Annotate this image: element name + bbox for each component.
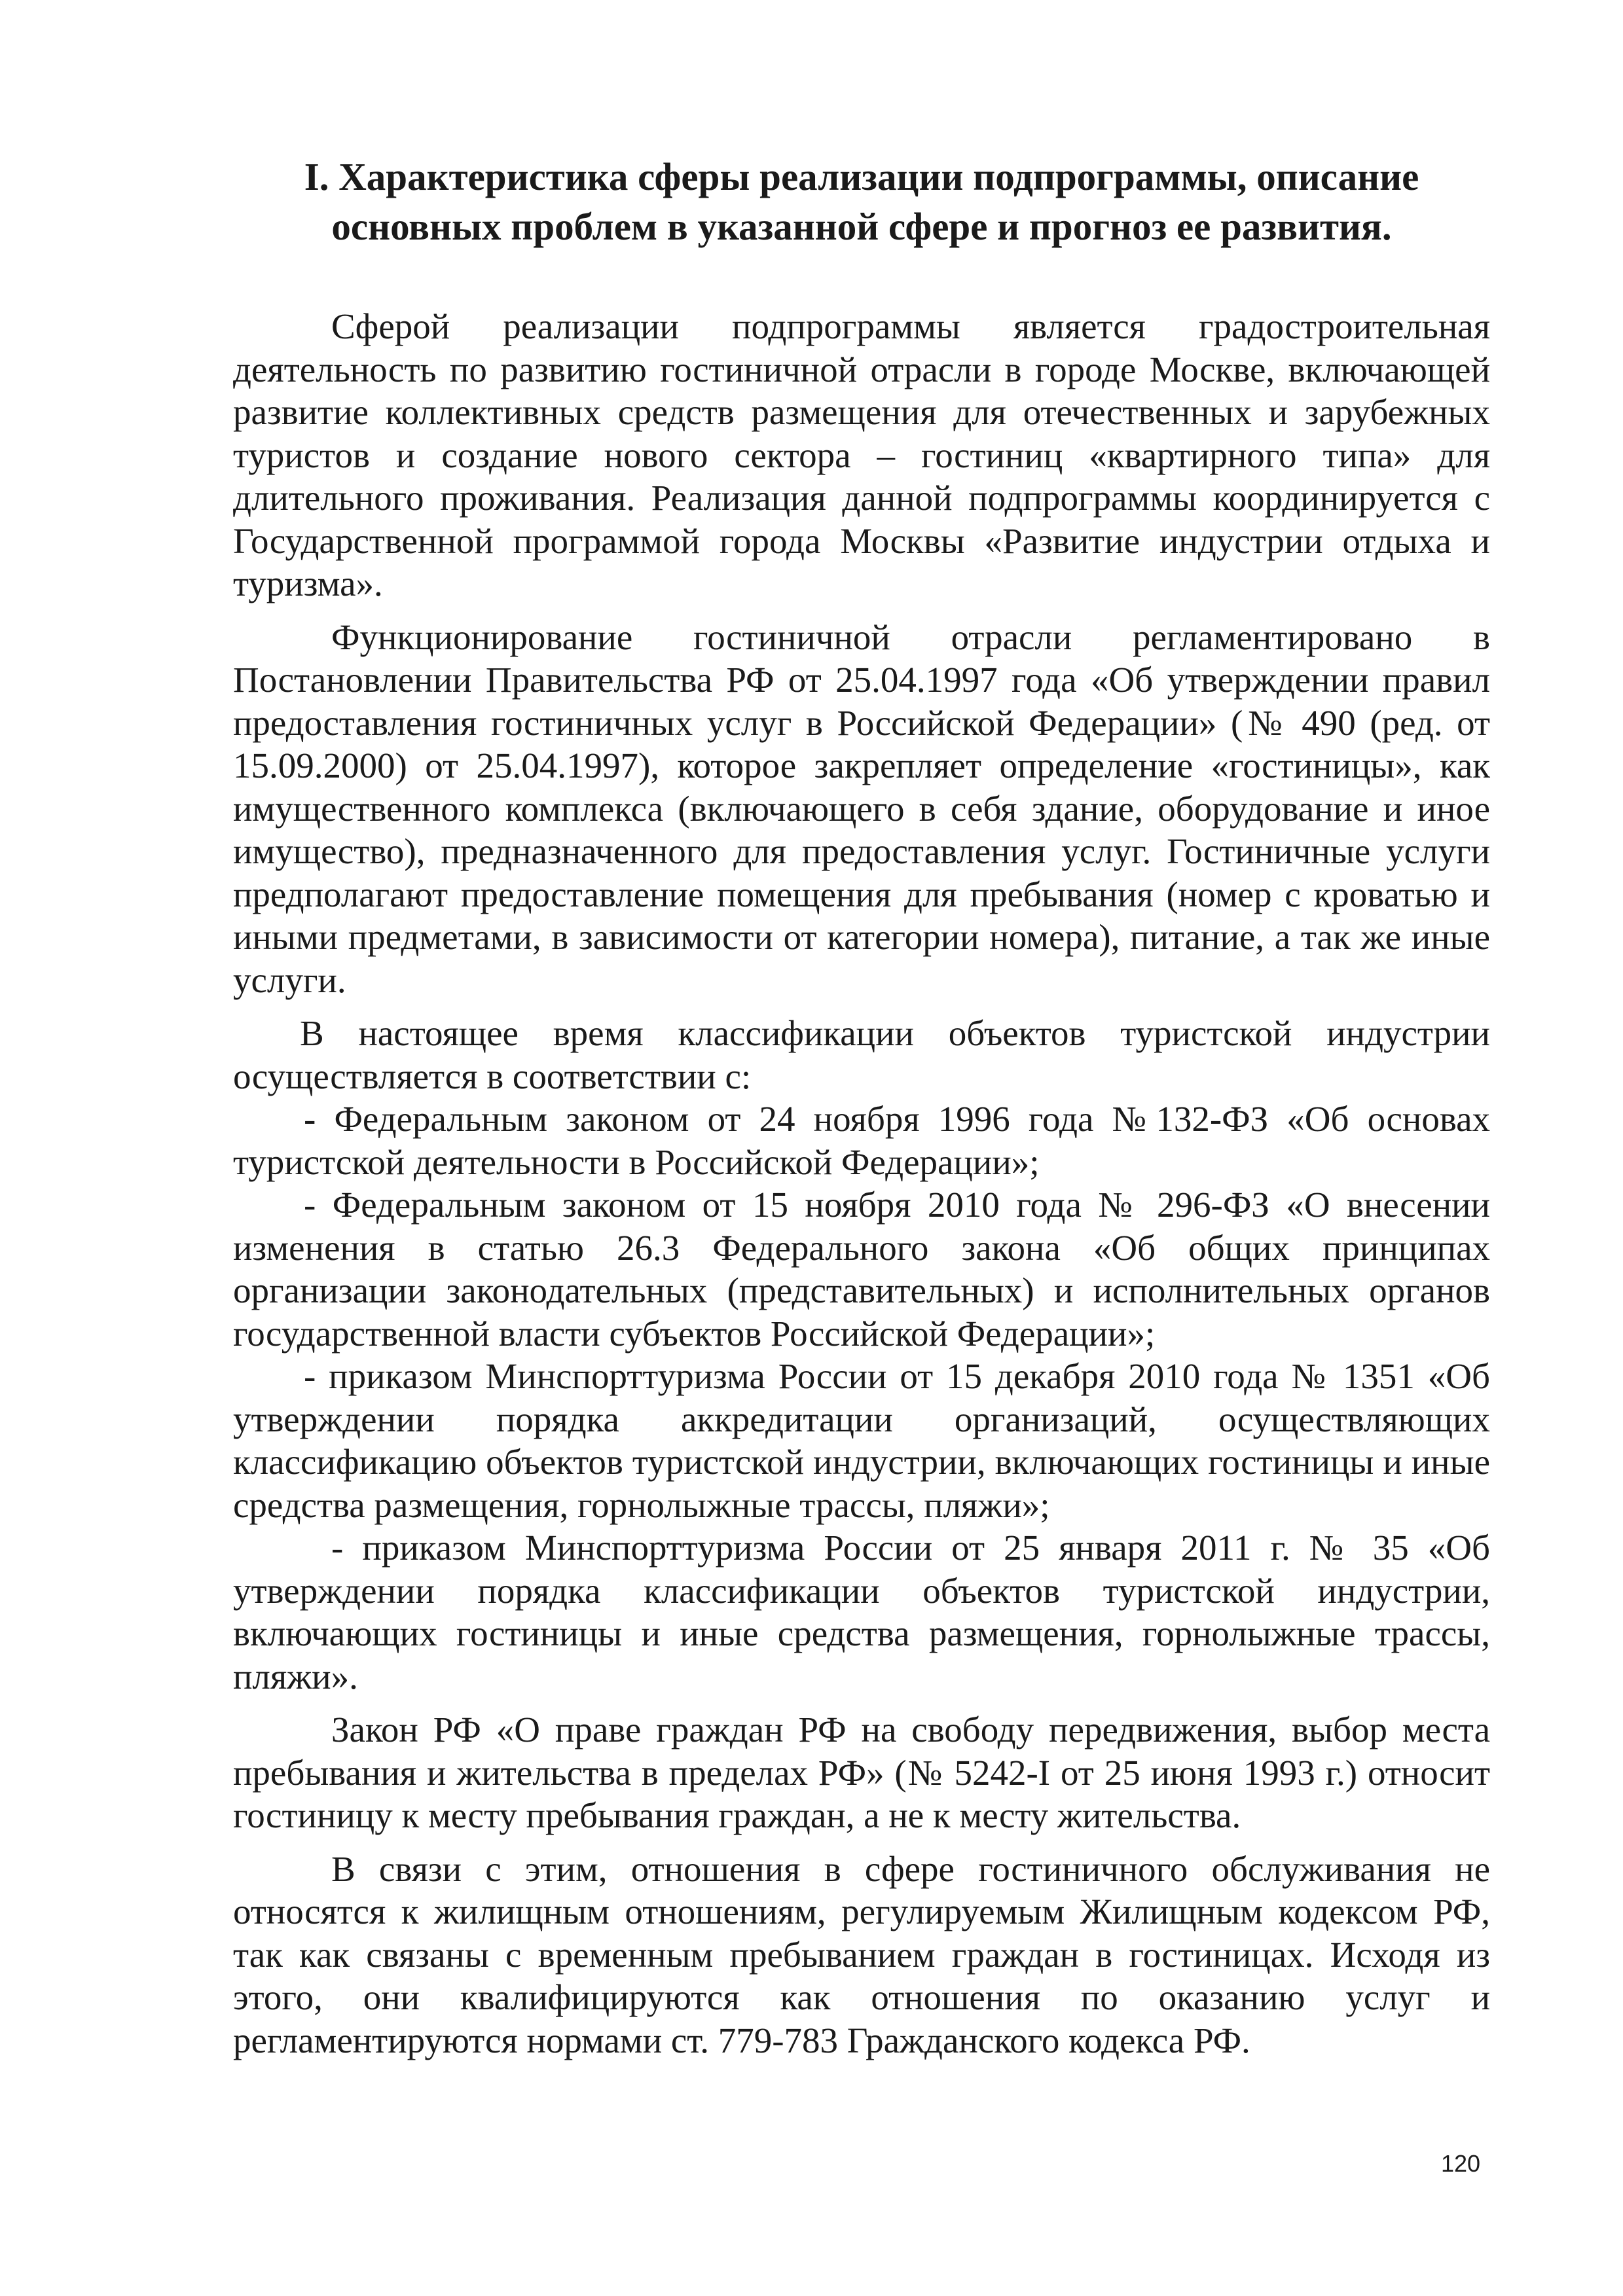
section-heading [233,152,1490,251]
section-heading-line-1: I. Характеристика сферы реализации подпрограммы, описание [304,155,1419,198]
paragraph-classification-intro: В настоящее время классификации объектов туристской индустрии осуществляется в соответствии с: [233,1013,1490,1096]
paragraph-freedom-of-movement-law: Закон РФ «О праве граждан РФ на свободу передвижения, выбор места пребывания и жительства в пределах РФ» (№ 5242-I от 25 июня 1993 г.) относит гостиницу к месту пребывания граждан, а не к месту жительства. [233,1710,1490,1835]
document-page [233,152,1490,2072]
list-item-order-35: - приказом Минспорттуризма России от 25 января 2011 г. № 35 «Об утверждении порядка классификации объектов туристской индустрии, включающих гостиницы и иные средства размещения, горнолыжные трассы, пляжи». [233,1528,1490,1696]
list-item-law-132: - Федеральным законом от 24 ноября 1996 года №132-ФЗ «Об основах туристской деятельности в Российской Федерации»; [233,1099,1490,1182]
paragraph-regulation: Функционирование гостиничной отрасли регламентировано в Постановлении Правительства РФ от 25.04.1997 года «Об утверждении правил предоставления гостиничных услуг в Российской Федерации» (№ 490 (ред. от 15.09.2000) от 25.04.1997), которое закрепляет определение «гостиницы», как имущественного комплекса (включающего в себя здание, оборудование и иное имущество), предназначенного для предоставления услуг. Гостиничные услуги предполагают предоставление помещения для пребывания (номер с кроватью и иными предметами, в зависимости от категории номера), питание, а так же иные услуги. [233,617,1490,1000]
page-number: 120 [1441,2150,1481,2177]
section-heading-line-2: основных проблем в указанной сфере и прогноз ее развития. [331,205,1392,248]
paragraph-scope: Сферой реализации подпрограммы является градостроительная деятельность по развитию гостиничной отрасли в городе Москве, включающей развитие коллективных средств размещения для отечественных и зарубежных туристов и создание нового сектора – гостиниц «квартирного типа» для длительного проживания. Реализация данной подпрограммы координируется с Государственной программой города Москвы «Развитие индустрии отдыха и туризма». [233,306,1490,603]
list-item-law-296: - Федеральным законом от 15 ноября 2010 года № 296-ФЗ «О внесении изменения в статью 26.3 Федерального закона «Об общих принципах организации законодательных (представительных) и исполнительных органов государственной власти субъектов Российской Федерации»; [233,1185,1490,1354]
list-item-order-1351: - приказом Минспорттуризма России от 15 декабря 2010 года № 1351 «Об утверждении порядка аккредитации организаций, осуществляющих классификацию объектов туристской индустрии, включающих гостиницы и иные средства размещения, горнолыжные трассы, пляжи»; [233,1356,1490,1525]
paragraph-civil-code: В связи с этим, отношения в сфере гостиничного обслуживания не относятся к жилищным отношениям, регулируемым Жилищным кодексом РФ, так как связаны с временным пребыванием граждан в гостиницах. Исходя из этого, они квалифицируются как отношения по оказанию услуг и регламентируются нормами ст. 779-783 Гражданского кодекса РФ. [233,1848,1490,2060]
